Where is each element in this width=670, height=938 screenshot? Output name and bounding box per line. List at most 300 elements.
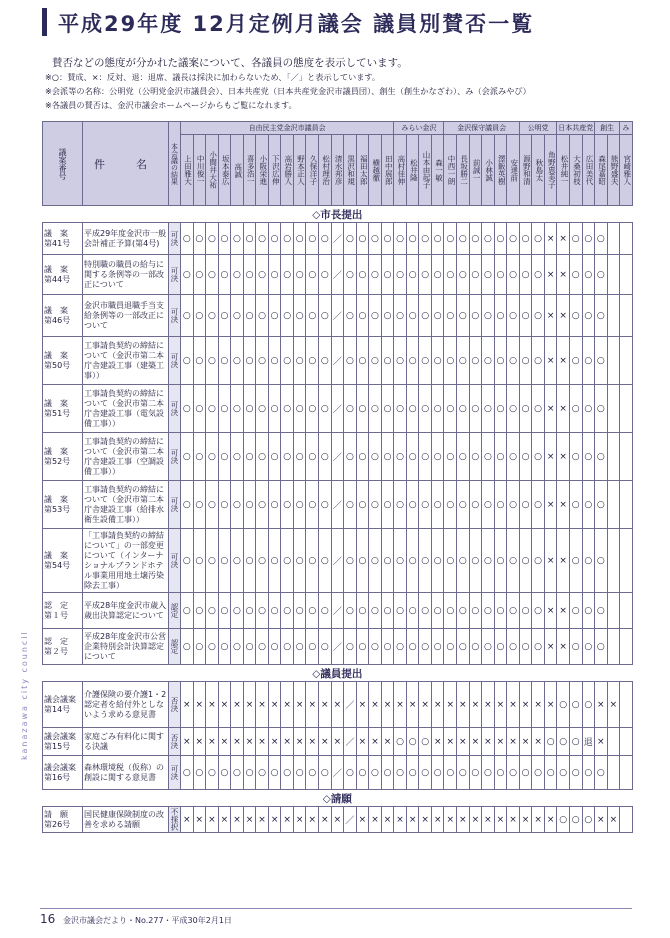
member-name: 松村理治 — [319, 135, 332, 206]
vote-cell: ○ — [306, 337, 319, 385]
title-accent-bar — [42, 8, 47, 36]
vote-cell: ○ — [306, 433, 319, 481]
vote-cell: ○ — [231, 629, 244, 665]
vote-cell: ○ — [319, 223, 332, 255]
vote-cell: ○ — [356, 481, 369, 529]
vote-cell: × — [293, 682, 306, 728]
member-name: 下沢広伸 — [268, 135, 281, 206]
vote-cell: × — [532, 728, 545, 756]
vote-cell: ○ — [595, 529, 608, 593]
vote-cell: × — [293, 807, 306, 833]
vote-cell: × — [231, 682, 244, 728]
vote-cell: ○ — [293, 593, 306, 629]
vote-cell: × — [256, 807, 269, 833]
vote-cell: ○ — [406, 433, 419, 481]
member-name: 高岩勝人 — [281, 135, 294, 206]
vote-cell: ○ — [268, 593, 281, 629]
vote-cell: ○ — [243, 593, 256, 629]
vote-cell: ○ — [519, 481, 532, 529]
member-name: 中川俊一 — [193, 135, 206, 206]
vote-cell — [607, 295, 620, 337]
vote-cell: ○ — [243, 529, 256, 593]
vote-cell: × — [482, 807, 495, 833]
section-heading: ◇市長提出 — [312, 209, 363, 221]
vote-cell: ○ — [482, 337, 495, 385]
vote-cell: × — [206, 728, 219, 756]
vote-cell: ○ — [356, 433, 369, 481]
vote-cell: ○ — [569, 481, 582, 529]
vote-cell: ○ — [406, 255, 419, 295]
vote-cell: × — [406, 807, 419, 833]
vote-cell: ○ — [344, 385, 357, 433]
vote-cell: ○ — [243, 756, 256, 790]
vote-cell: ○ — [431, 255, 444, 295]
vote-cell: × — [595, 807, 608, 833]
bill-row — [43, 433, 633, 481]
vote-cell: ○ — [193, 223, 206, 255]
vote-cell: ○ — [231, 756, 244, 790]
vote-cell: ○ — [507, 593, 520, 629]
section-heading-row — [43, 206, 633, 223]
bill-result: 否決 — [169, 728, 181, 756]
vote-cell: ○ — [319, 295, 332, 337]
vote-cell: ○ — [457, 385, 470, 433]
party-header: みらい金沢 — [394, 122, 444, 135]
vote-cell: × — [544, 223, 557, 255]
vote-cell — [607, 223, 620, 255]
vote-cell: ○ — [206, 593, 219, 629]
vote-cell: ○ — [431, 337, 444, 385]
vote-cell: ○ — [181, 529, 194, 593]
vote-cell — [620, 223, 633, 255]
vote-cell: × — [306, 728, 319, 756]
vote-cell: ○ — [381, 481, 394, 529]
vote-cell: ○ — [569, 629, 582, 665]
vote-cell: ／ — [331, 255, 344, 295]
vote-cell: ○ — [344, 529, 357, 593]
vote-cell: ○ — [519, 385, 532, 433]
vote-cell: ○ — [181, 295, 194, 337]
vote-cell: ○ — [406, 385, 419, 433]
member-name: 秋島太 — [532, 135, 545, 206]
vote-cell: ○ — [406, 223, 419, 255]
vote-cell: ○ — [494, 481, 507, 529]
vote-cell: ○ — [569, 433, 582, 481]
vote-cell: ○ — [444, 255, 457, 295]
vote-cell: ○ — [369, 629, 382, 665]
vote-cell: ○ — [356, 756, 369, 790]
vote-cell: ○ — [494, 385, 507, 433]
vote-cell: ○ — [319, 756, 332, 790]
vote-cell: ○ — [306, 385, 319, 433]
vote-cell: × — [507, 807, 520, 833]
vote-cell: ○ — [494, 593, 507, 629]
vote-cell: ○ — [519, 593, 532, 629]
vote-cell: ○ — [406, 295, 419, 337]
vote-cell: ○ — [595, 385, 608, 433]
vote-cell: ○ — [231, 337, 244, 385]
vote-cell: ○ — [419, 433, 432, 481]
vote-cell: ○ — [469, 255, 482, 295]
bill-row — [43, 593, 633, 629]
vote-cell: ○ — [218, 433, 231, 481]
bill-result: 認定 — [169, 629, 181, 665]
header-bill-number: 議案番号 — [43, 122, 83, 206]
vote-cell: × — [444, 728, 457, 756]
vote-cell: ○ — [206, 385, 219, 433]
vote-cell: ○ — [369, 481, 382, 529]
vote-cell: × — [381, 682, 394, 728]
section-heading-row — [43, 790, 633, 807]
vote-cell: ○ — [268, 223, 281, 255]
vote-cell: ○ — [532, 295, 545, 337]
member-name: 小林誠 — [482, 135, 495, 206]
vote-cell: ○ — [369, 529, 382, 593]
vote-cell: ○ — [281, 337, 294, 385]
vote-cell: ○ — [193, 295, 206, 337]
vote-cell: ○ — [243, 629, 256, 665]
vote-cell: × — [557, 337, 570, 385]
vote-cell: ○ — [507, 629, 520, 665]
vote-cell: ○ — [206, 481, 219, 529]
vote-cell: ○ — [381, 629, 394, 665]
vote-cell: ○ — [381, 433, 394, 481]
vote-cell: × — [557, 481, 570, 529]
vote-cell: × — [544, 385, 557, 433]
vote-cell: × — [532, 682, 545, 728]
vote-cell: ○ — [494, 295, 507, 337]
vote-cell — [607, 728, 620, 756]
vote-cell: ○ — [243, 433, 256, 481]
member-name: 横越徹 — [369, 135, 382, 206]
vote-cell: ○ — [557, 807, 570, 833]
vote-cell: ○ — [457, 295, 470, 337]
vote-cell: ○ — [394, 529, 407, 593]
vote-cell: ○ — [181, 481, 194, 529]
vote-cell: ○ — [369, 223, 382, 255]
vote-cell: ○ — [256, 481, 269, 529]
vote-cell: ○ — [507, 337, 520, 385]
bill-number: 議 案 第53号 — [43, 481, 83, 529]
bill-number: 議会議案 第15号 — [43, 728, 83, 756]
vote-cell — [607, 433, 620, 481]
vote-cell: ○ — [344, 629, 357, 665]
vote-cell: ○ — [569, 728, 582, 756]
vote-cell: × — [519, 682, 532, 728]
vote-cell: × — [369, 682, 382, 728]
vote-cell: ○ — [532, 255, 545, 295]
vote-cell: ○ — [457, 756, 470, 790]
member-name: 小阪栄進 — [256, 135, 269, 206]
vote-cell: ○ — [569, 682, 582, 728]
vote-cell: × — [444, 682, 457, 728]
bill-result: 認定 — [169, 593, 181, 629]
vote-cell: ／ — [344, 728, 357, 756]
vote-cell: ○ — [557, 682, 570, 728]
vote-cell: ○ — [582, 529, 595, 593]
vote-cell: ○ — [344, 481, 357, 529]
vote-cell: × — [607, 807, 620, 833]
vote-cell: ○ — [482, 529, 495, 593]
member-name: 清水邦彦 — [331, 135, 344, 206]
vote-cell: ○ — [306, 481, 319, 529]
vote-cell: ○ — [419, 728, 432, 756]
vote-cell: × — [356, 807, 369, 833]
member-name: 森尾嘉昭 — [595, 135, 608, 206]
vote-cell: ○ — [431, 433, 444, 481]
vote-cell: ○ — [494, 337, 507, 385]
page-number: 16 — [40, 912, 56, 926]
vote-cell — [620, 728, 633, 756]
footer-publication: 金沢市議会だより・No.277・平成30年2月1日 — [63, 916, 232, 925]
vote-cell: ○ — [519, 223, 532, 255]
vote-cell: ○ — [281, 529, 294, 593]
vote-cell: ○ — [469, 433, 482, 481]
vote-cell: ○ — [381, 385, 394, 433]
vote-cell: ○ — [218, 295, 231, 337]
vote-cell — [620, 385, 633, 433]
bill-subject: 工事請負契約の締結について（金沢市第二本庁舎建設工事（電気設備工事）） — [83, 385, 169, 433]
vote-cell: × — [494, 682, 507, 728]
vote-cell: ○ — [494, 756, 507, 790]
header-result: 本会議の結果 — [169, 122, 181, 206]
vote-cell: ○ — [281, 756, 294, 790]
vote-cell: ○ — [381, 593, 394, 629]
vote-cell — [607, 593, 620, 629]
vote-cell: × — [469, 728, 482, 756]
vote-cell: ○ — [218, 255, 231, 295]
vote-cell: ○ — [494, 629, 507, 665]
vote-cell: ○ — [582, 433, 595, 481]
vote-cell: ／ — [331, 295, 344, 337]
vote-cell: ○ — [507, 223, 520, 255]
vote-cell: ／ — [331, 433, 344, 481]
vote-cell: ○ — [243, 223, 256, 255]
vote-cell — [607, 337, 620, 385]
vote-cell: ○ — [444, 385, 457, 433]
vote-cell: ○ — [256, 433, 269, 481]
vote-cell — [620, 756, 633, 790]
vote-cell: ○ — [206, 295, 219, 337]
vote-cell: ○ — [544, 756, 557, 790]
vote-cell: ○ — [256, 385, 269, 433]
vote-cell: ○ — [582, 756, 595, 790]
vote-cell: ○ — [406, 728, 419, 756]
member-name: 熊野盛夫 — [607, 135, 620, 206]
vote-cell: × — [544, 255, 557, 295]
party-header: み — [620, 122, 633, 135]
vote-cell: ○ — [419, 629, 432, 665]
vote-cell: ○ — [532, 756, 545, 790]
vote-cell: ○ — [306, 756, 319, 790]
member-name: 大桑初枝 — [569, 135, 582, 206]
vote-cell: × — [557, 385, 570, 433]
member-name: 広田美代 — [582, 135, 595, 206]
vote-cell: ○ — [406, 756, 419, 790]
vote-cell: ○ — [469, 629, 482, 665]
vote-cell: ○ — [457, 629, 470, 665]
vote-cell: ○ — [293, 385, 306, 433]
vote-cell: ○ — [532, 529, 545, 593]
vote-cell: × — [494, 807, 507, 833]
footer-divider — [40, 908, 632, 909]
vote-cell: ○ — [595, 629, 608, 665]
vote-cell: ○ — [419, 255, 432, 295]
vote-cell: ○ — [369, 756, 382, 790]
vote-cell: ○ — [507, 295, 520, 337]
vote-cell: ○ — [482, 433, 495, 481]
vote-cell: × — [419, 807, 432, 833]
bill-result: 可決 — [169, 529, 181, 593]
vote-cell: × — [419, 682, 432, 728]
note-legend: ※○：賛成、×：反対、退：退席、議長は採決に加わらないため、「／」と表示しています。 — [45, 72, 381, 82]
vote-cell: ○ — [419, 481, 432, 529]
vote-cell: ○ — [482, 295, 495, 337]
vote-cell: × — [243, 682, 256, 728]
vote-cell: ○ — [193, 529, 206, 593]
vote-cell: × — [544, 529, 557, 593]
bill-subject: 平成28年度金沢市公営企業特別会計決算認定について — [83, 629, 169, 665]
bill-number: 議会議案 第16号 — [43, 756, 83, 790]
vote-cell: ○ — [231, 255, 244, 295]
vote-cell: ○ — [218, 385, 231, 433]
vote-cell: ○ — [206, 433, 219, 481]
vote-cell: × — [544, 682, 557, 728]
member-name: 安達前 — [507, 135, 520, 206]
bill-number: 議 案 第44号 — [43, 255, 83, 295]
vote-cell: ○ — [268, 295, 281, 337]
vote-cell: × — [193, 682, 206, 728]
bill-number: 議 案 第41号 — [43, 223, 83, 255]
vote-cell — [607, 255, 620, 295]
vote-cell: ○ — [406, 337, 419, 385]
vote-cell: ○ — [431, 481, 444, 529]
vote-cell: ○ — [394, 629, 407, 665]
vote-cell — [620, 629, 633, 665]
vote-cell: ○ — [281, 255, 294, 295]
vote-cell: ○ — [193, 337, 206, 385]
vote-cell: ○ — [344, 223, 357, 255]
vote-cell: ○ — [482, 481, 495, 529]
vote-cell: ○ — [268, 529, 281, 593]
vote-cell: ○ — [281, 629, 294, 665]
vote-cell: ○ — [569, 807, 582, 833]
vote-cell: ○ — [419, 529, 432, 593]
header-subject: 件 名 — [83, 122, 169, 206]
vote-cell: ○ — [243, 481, 256, 529]
vote-cell: ○ — [507, 433, 520, 481]
vote-cell: ○ — [281, 593, 294, 629]
vote-cell: ○ — [444, 756, 457, 790]
vote-cell: ○ — [268, 337, 281, 385]
vote-cell: ／ — [344, 682, 357, 728]
vote-cell: ○ — [482, 629, 495, 665]
vote-cell: ○ — [356, 223, 369, 255]
vote-cell: × — [532, 807, 545, 833]
bill-number: 議会議案 第14号 — [43, 682, 83, 728]
vote-cell — [620, 807, 633, 833]
vote-cell: ○ — [268, 385, 281, 433]
bill-subject: 国民健康保険制度の改善を求める請願 — [83, 807, 169, 833]
vote-cell: ○ — [231, 295, 244, 337]
vote-cell: ○ — [381, 295, 394, 337]
vote-cell: ○ — [256, 337, 269, 385]
vote-cell: ○ — [569, 337, 582, 385]
vote-cell: ○ — [281, 223, 294, 255]
vote-cell: ○ — [569, 223, 582, 255]
vote-cell: ○ — [457, 433, 470, 481]
vote-cell: ○ — [218, 756, 231, 790]
bill-number: 請 願 第26号 — [43, 807, 83, 833]
vote-cell: ○ — [369, 295, 382, 337]
vote-cell: × — [507, 728, 520, 756]
vote-cell: ○ — [356, 385, 369, 433]
vote-cell: ○ — [444, 481, 457, 529]
vote-cell: ○ — [519, 529, 532, 593]
vote-cell: ○ — [595, 481, 608, 529]
vote-cell: ○ — [206, 337, 219, 385]
party-header: 自由民主党金沢市議員会 — [181, 122, 394, 135]
page-title: 平成29年度 12月定例月議会 議員別賛否一覧 — [58, 12, 535, 36]
bill-row — [43, 728, 633, 756]
vote-cell: ○ — [306, 255, 319, 295]
bill-number: 議 案 第50号 — [43, 337, 83, 385]
vote-cell: ○ — [256, 529, 269, 593]
vote-cell: ／ — [331, 529, 344, 593]
member-name: 田中展郎 — [381, 135, 394, 206]
vote-cell: ○ — [582, 295, 595, 337]
vote-cell: ○ — [319, 593, 332, 629]
vote-table — [42, 121, 633, 833]
vote-cell: ○ — [369, 337, 382, 385]
vote-cell: ○ — [419, 337, 432, 385]
vote-cell: ○ — [494, 255, 507, 295]
vote-cell: ○ — [519, 255, 532, 295]
vote-cell: ○ — [482, 593, 495, 629]
vote-cell: ○ — [268, 255, 281, 295]
section-heading-row — [43, 665, 633, 682]
bill-subject: 工事請負契約の締結について（金沢市第二本庁舎建設工事（空調設備工事）） — [83, 433, 169, 481]
vote-cell: × — [482, 728, 495, 756]
vote-cell: ○ — [406, 593, 419, 629]
vote-cell: ○ — [243, 385, 256, 433]
vote-cell: × — [406, 682, 419, 728]
vote-cell: ○ — [569, 529, 582, 593]
member-name: 前誠一 — [469, 135, 482, 206]
bill-subject: 工事請負契約の締結について（金沢市第二本庁舎建設工事（建築工事）） — [83, 337, 169, 385]
vote-cell: × — [457, 728, 470, 756]
vote-cell: ○ — [306, 295, 319, 337]
vote-cell: ／ — [331, 337, 344, 385]
vote-cell: × — [482, 682, 495, 728]
vote-cell: × — [243, 728, 256, 756]
vote-cell: × — [469, 807, 482, 833]
vote-cell: ○ — [256, 295, 269, 337]
vote-cell: ○ — [444, 337, 457, 385]
vote-cell: ○ — [469, 337, 482, 385]
vote-cell: ○ — [206, 223, 219, 255]
vote-cell: ○ — [193, 756, 206, 790]
bill-row — [43, 682, 633, 728]
vote-cell: ○ — [319, 337, 332, 385]
bill-row — [43, 481, 633, 529]
vote-cell: ○ — [519, 295, 532, 337]
vote-cell: ○ — [595, 756, 608, 790]
vote-cell: ○ — [319, 255, 332, 295]
bill-row — [43, 807, 633, 833]
vote-cell: ○ — [595, 295, 608, 337]
bill-subject: 平成29年度金沢市一般会計補正予算(第4号) — [83, 223, 169, 255]
